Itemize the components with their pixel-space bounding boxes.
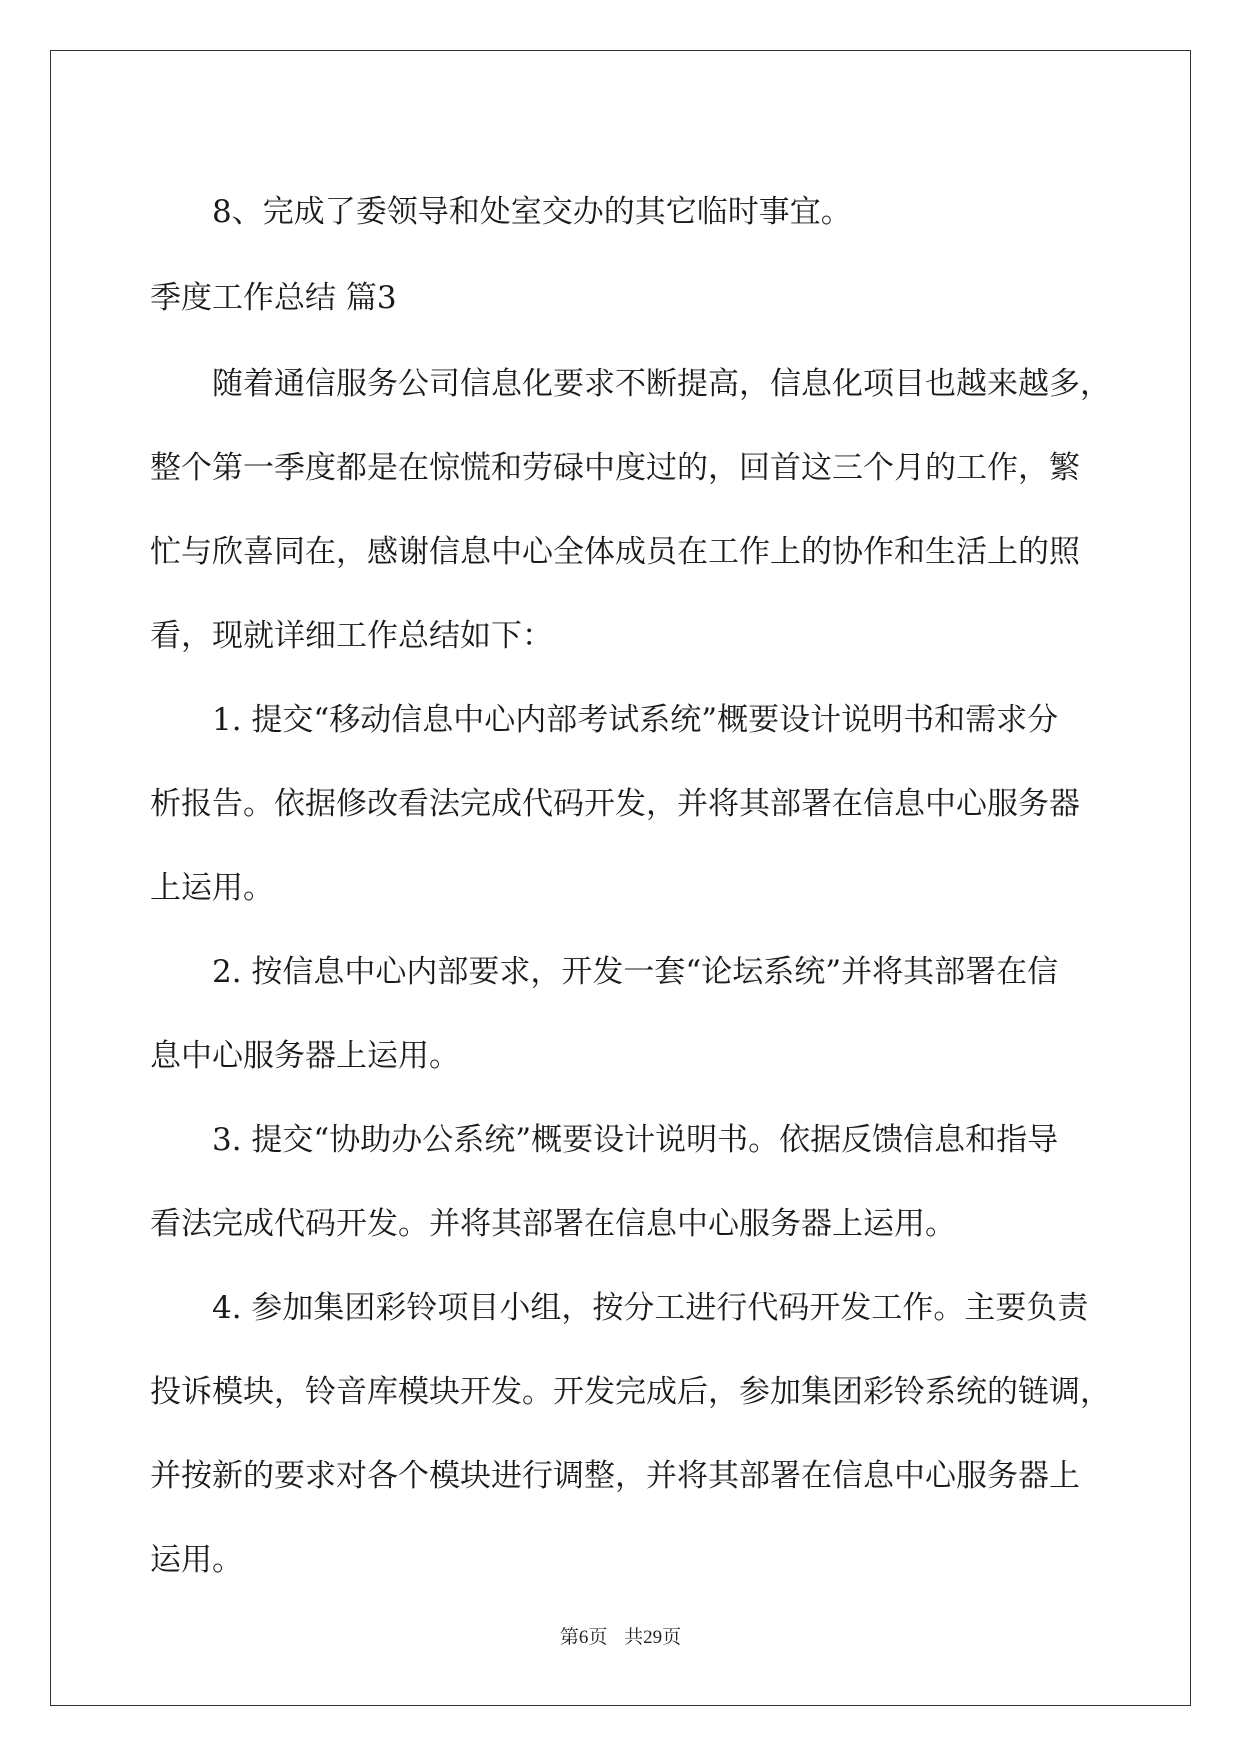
page-footer bbox=[0, 1622, 1241, 1649]
item-2-line: 息中心服务器上运用。 bbox=[150, 1038, 460, 1074]
intro-line: 随着通信服务公司信息化要求不断提高，信息化项目也越来越多， bbox=[212, 366, 1111, 402]
page-number: 第6页 bbox=[559, 1627, 608, 1648]
item-4-line: 投诉模块，铃音库模块开发。开发完成后，参加集团彩铃系统的链调， bbox=[150, 1374, 1111, 1410]
intro-line: 忙与欣喜同在，感谢信息中心全体成员在工作上的协作和生活上的照 bbox=[150, 534, 1080, 570]
item-4-line: 并按新的要求对各个模块进行调整，并将其部署在信息中心服务器上 bbox=[150, 1458, 1080, 1494]
item-2 bbox=[150, 930, 1090, 1098]
item-4-line: 4. 参加集团彩铃项目小组，按分工进行代码开发工作。主要负责 bbox=[212, 1290, 1089, 1326]
item-2-line: 2. 按信息中心内部要求，开发一套“论坛系统”并将其部署在信 bbox=[212, 954, 1059, 990]
page-total: 共29页 bbox=[624, 1627, 682, 1648]
document-body bbox=[150, 170, 1111, 1602]
item-1-line: 上运用。 bbox=[150, 870, 274, 906]
item-8-line: 8、完成了委领导和处室交办的其它临时事宜。 bbox=[212, 194, 852, 230]
item-8 bbox=[150, 170, 1090, 254]
section-heading: 季度工作总结 篇3 bbox=[150, 280, 397, 316]
intro-line: 整个第一季度都是在惊慌和劳碌中度过的，回首这三个月的工作，繁 bbox=[150, 450, 1080, 486]
item-4-line: 运用。 bbox=[150, 1542, 243, 1578]
item-1-line: 析报告。依据修改看法完成代码开发，并将其部署在信息中心服务器 bbox=[150, 786, 1080, 822]
item-1-line: 1. 提交“移动信息中心内部考试系统”概要设计说明书和需求分 bbox=[212, 702, 1059, 738]
item-4 bbox=[150, 1266, 1111, 1602]
intro-line: 看，现就详细工作总结如下： bbox=[150, 618, 553, 654]
item-1 bbox=[150, 678, 1090, 930]
item-3-line: 3. 提交“协助办公系统”概要设计说明书。依据反馈信息和指导 bbox=[212, 1122, 1059, 1158]
intro-paragraph bbox=[150, 342, 1111, 678]
item-3 bbox=[150, 1098, 1090, 1266]
item-3-line: 看法完成代码开发。并将其部署在信息中心服务器上运用。 bbox=[150, 1206, 956, 1242]
